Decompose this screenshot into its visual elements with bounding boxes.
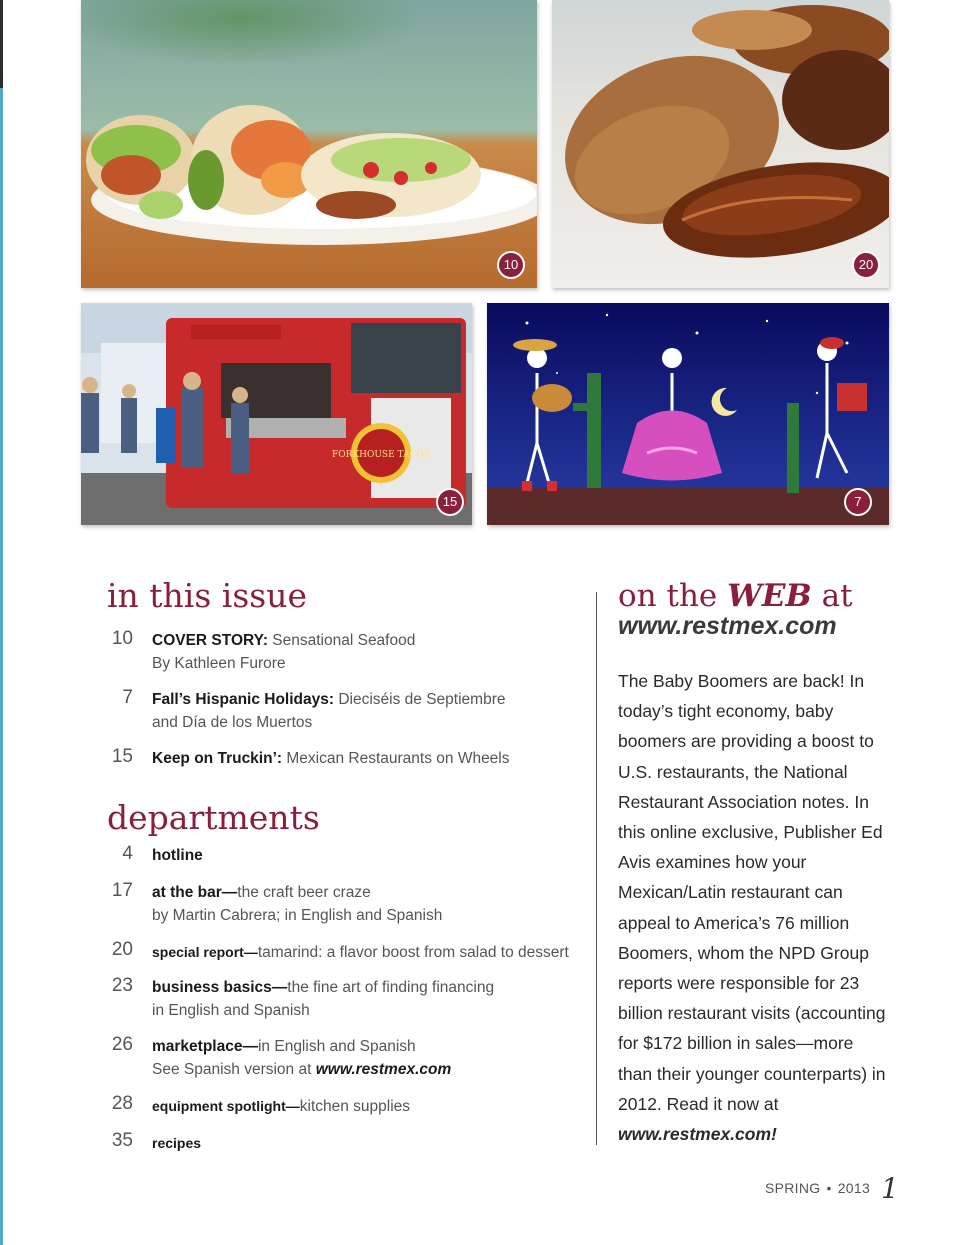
page-edge-dark [0,0,3,88]
toc-entry-description: Mexican Restaurants on Wheels [282,750,510,767]
page-number: 1 [881,1172,899,1205]
toc-entry-text [152,1036,582,1081]
page-badge: 10 [497,251,525,279]
website-link[interactable]: www.restmex.com! [618,1124,777,1145]
toc-entry[interactable] [107,748,577,772]
toc-entry-title: special report— [152,944,258,960]
issue-footer [765,1180,870,1196]
toc-entry-text [152,689,582,734]
toc-entry-title: Keep on Truckin’: [152,750,283,767]
toc-page-number: 10 [111,628,133,649]
website-link[interactable]: www.restmex.com [315,1060,452,1078]
toc-entry[interactable] [107,689,577,735]
toc-entry-subline: and Día de los Muertos [152,713,313,731]
toc-entry-subline: See Spanish version at [152,1060,316,1078]
toc-page-number: 26 [111,1034,133,1055]
toc-entry-text [152,845,582,868]
web-heading-suffix: at [811,578,853,614]
food-truck-photo [81,303,472,525]
footer-season: SPRING [765,1180,821,1196]
toc-page-number: 7 [122,687,133,708]
toc-entry-title: Fall’s Hispanic Holidays: [152,691,335,708]
toc-entry-title: recipes [152,1135,202,1151]
page-edge-strip [0,0,3,1245]
toc-entry-title: at the bar— [152,884,238,901]
tamarind-photo [552,0,889,288]
web-description [618,666,888,1149]
toc-entry-title: hotline [152,847,203,864]
tacos-photo [81,0,537,288]
toc-page-number: 28 [111,1093,133,1114]
toc-entry-text [152,1095,582,1119]
toc-entry[interactable] [107,977,577,1023]
website-url[interactable]: www.restmex.com [618,612,837,640]
web-heading-web: WEB [727,578,812,614]
toc-entry-text [152,630,582,675]
skeletons-photo [487,303,889,525]
truck-logo-text: FORKHOUSE TACOS [332,450,430,460]
toc-entry-text [152,941,582,965]
toc-entry[interactable] [107,1095,577,1119]
toc-entry-subline: by Martin Cabrera; in English and Spanish [152,906,443,924]
toc-entry[interactable] [107,882,577,928]
in-this-issue-heading: in this issue [107,576,307,615]
toc-entry-text [152,748,582,771]
page-badge: 7 [844,488,872,516]
web-heading [618,578,853,614]
toc-entry-description: the fine art of finding financing [287,979,495,996]
toc-entry[interactable] [107,1132,577,1156]
toc-entry-text [152,977,582,1022]
page-badge: 20 [852,251,880,279]
toc-page-number: 4 [122,843,133,864]
web-body-text: The Baby Boomers are back! In today’s tight economy, baby boomers are providing a boost to U.S. restaurants, the National Restaurant Association notes. In this online exclusive, Publisher Ed Avis examines how your Mexican/Latin restaurant can appeal to America’s 76 million Boomers, whom the NPD Group reports were responsible for 23 billion restaurant visits (accounting for $172 billion in sales—more than their younger counterparts) in 2012. Read it now at [618,671,886,1114]
toc-entry-description: in English and Spanish [257,1038,416,1055]
toc-entry-text [152,1132,582,1156]
page-badge: 15 [436,488,464,516]
toc-entry-title: COVER STORY: [152,632,268,649]
toc-entry-description: Sensational Seafood [267,632,416,649]
departments-heading: departments [107,798,320,837]
toc-entry-description: kitchen supplies [299,1098,411,1115]
footer-year: 2013 [837,1180,871,1196]
toc-page-number: 23 [111,975,133,996]
toc-entry-subline: By Kathleen Furore [152,654,286,672]
toc-page-number: 17 [111,880,133,901]
toc-entry-title: marketplace— [152,1038,258,1055]
toc-page-number: 15 [111,746,133,767]
web-heading-prefix: on the [618,578,728,614]
toc-entry-subline: in English and Spanish [152,1001,310,1019]
column-divider [596,592,597,1145]
toc-entry-description: Dieciséis de Septiembre [334,691,506,708]
toc-entry-text [152,882,582,927]
toc-entry[interactable] [107,941,577,965]
toc-entry-title: equipment spotlight— [152,1098,300,1114]
toc-entry-title: business basics— [152,979,288,996]
toc-entry[interactable] [107,630,577,676]
toc-page-number: 35 [111,1130,133,1151]
toc-entry-description: tamarind: a flavor boost from salad to dessert [257,944,569,961]
toc-page-number: 20 [111,939,133,960]
toc-entry[interactable] [107,1036,577,1082]
footer-bullet: • [826,1180,832,1196]
toc-entry-description: the craft beer craze [237,884,371,901]
toc-entry[interactable] [107,845,577,869]
